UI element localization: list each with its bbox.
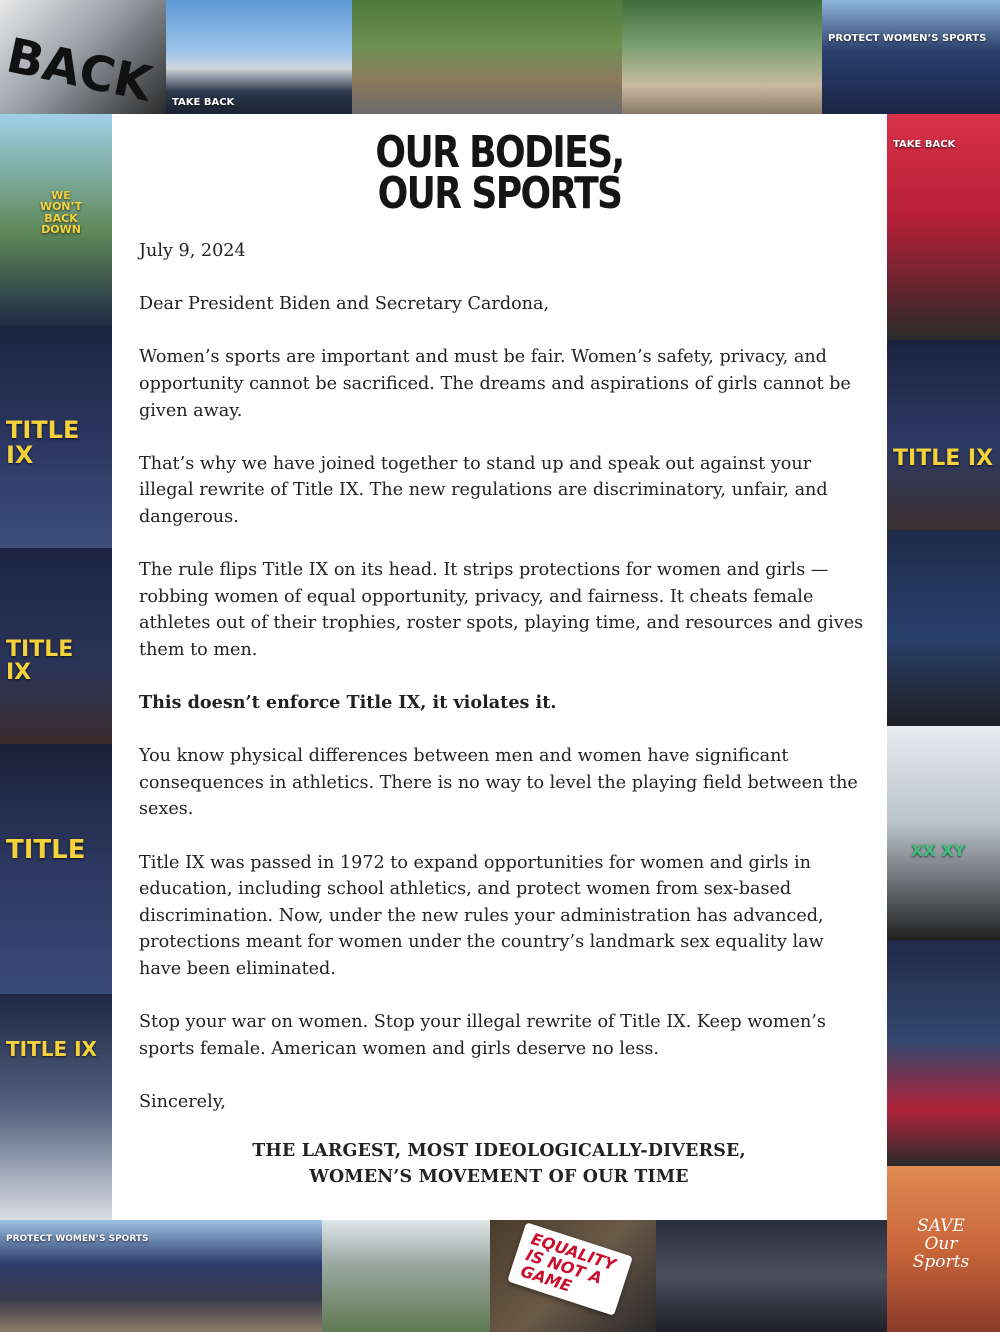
photo-outdoor-group	[322, 1220, 490, 1332]
photo-team-group	[656, 1220, 887, 1332]
letter-paragraph: Stop your war on women. Stop your illegal rewrite of Title IX. Keep women’s sports female. American women and girls deserve no less.	[139, 1012, 826, 1059]
capitol-bus-caption: TAKE BACK	[172, 96, 235, 108]
letter-paragraph: That’s why we have joined together to stand up and speak out against your illegal rewrite of Title IX. The new regulations are discriminatory, unfair, and dangerous.	[139, 453, 828, 527]
bus-group-caption: PROTECT WOMEN’S SPORTS	[6, 1233, 149, 1244]
photo-wont-back-down	[0, 114, 112, 326]
letter-paragraph: Title IX was passed in 1972 to expand opportunities for women and girls in education, including school athletics, and protect women from sex-based discrimination. Now, under the new rules your administration has advanced, protections meant for women under the country’s landmark sex equality law have been eliminated.	[139, 852, 824, 980]
logo-line-2: OUR SPORTS	[377, 168, 622, 219]
signature-line-1: THE LARGEST, MOST IDEOLOGICALLY-DIVERSE,	[252, 1140, 746, 1161]
photo-speaker-4	[0, 994, 112, 1220]
logo-line-1: OUR BODIES,	[375, 127, 624, 178]
letter-salutation: Dear President Biden and Secretary Cardona,	[139, 294, 550, 315]
letter-paragraph: Women’s sports are important and must be fair. Women’s safety, privacy, and opportunity cannot be sacrificed. The dreams and aspirations of girls cannot be given away.	[139, 347, 851, 421]
shirt-caption: WE WON’T BACK DOWN	[39, 188, 83, 237]
title-sign-5: TITLE IX	[893, 445, 994, 471]
photo-speaker-3	[0, 744, 112, 994]
letter-paragraph: You know physical differences between men and women have significant consequences in athletics. There is no way to level the playing field between the sexes.	[139, 746, 858, 820]
photo-speaker-8	[887, 940, 1000, 1166]
photo-speaker-5	[887, 340, 1000, 530]
bus-lettering: BACK	[1, 27, 157, 113]
letter-emphasis: This doesn’t enforce Title IX, it violates it.	[139, 692, 557, 714]
signature-line-2: WOMEN’S MOVEMENT OF OUR TIME	[309, 1167, 689, 1188]
photo-bus-group	[0, 1220, 322, 1332]
photo-capitol	[166, 0, 352, 114]
shirt-xy-caption: XX XY	[911, 841, 966, 861]
equality-sign-text: EQUALITY IS NOT A GAME	[507, 1222, 633, 1316]
photo-speaker-7	[887, 726, 1000, 940]
title-sign-1: TITLE IX	[6, 415, 80, 469]
photo-speaker-red	[887, 114, 1000, 340]
title-sign-2: TITLE IX	[6, 636, 74, 685]
photo-speaker-6	[887, 530, 1000, 726]
title-sign-3: TITLE	[6, 834, 86, 865]
photo-speaker-2	[0, 548, 112, 744]
title-sign-4: TITLE IX	[6, 1037, 97, 1061]
photo-group-event	[622, 0, 822, 114]
letter-date: July 9, 2024	[139, 241, 246, 261]
letter-body	[139, 238, 869, 1191]
logo	[182, 127, 818, 219]
letter-paragraph: The rule flips Title IX on its head. It strips protections for women and girls — robbing women of equal opportunity, privacy, and fairness. It cheats female athletes out of their trophies, roster spots, playing time, and resources and gives them to men.	[139, 560, 864, 660]
photo-rally-crowd	[352, 0, 622, 114]
heart-sign-text: SAVE Our Sports	[912, 1216, 970, 1272]
photo-bus-back	[0, 0, 166, 114]
red-banner-caption: TAKE BACK	[893, 138, 956, 150]
photo-equality-sign	[490, 1220, 656, 1332]
photo-speaker-1	[0, 326, 112, 548]
photo-bus-side	[822, 0, 1000, 114]
letter-page	[112, 114, 887, 1220]
photo-heart-sign	[887, 1166, 1000, 1332]
letter-closing: Sincerely,	[139, 1092, 226, 1112]
bus-side-caption: PROTECT WOMEN’S SPORTS	[828, 32, 987, 44]
